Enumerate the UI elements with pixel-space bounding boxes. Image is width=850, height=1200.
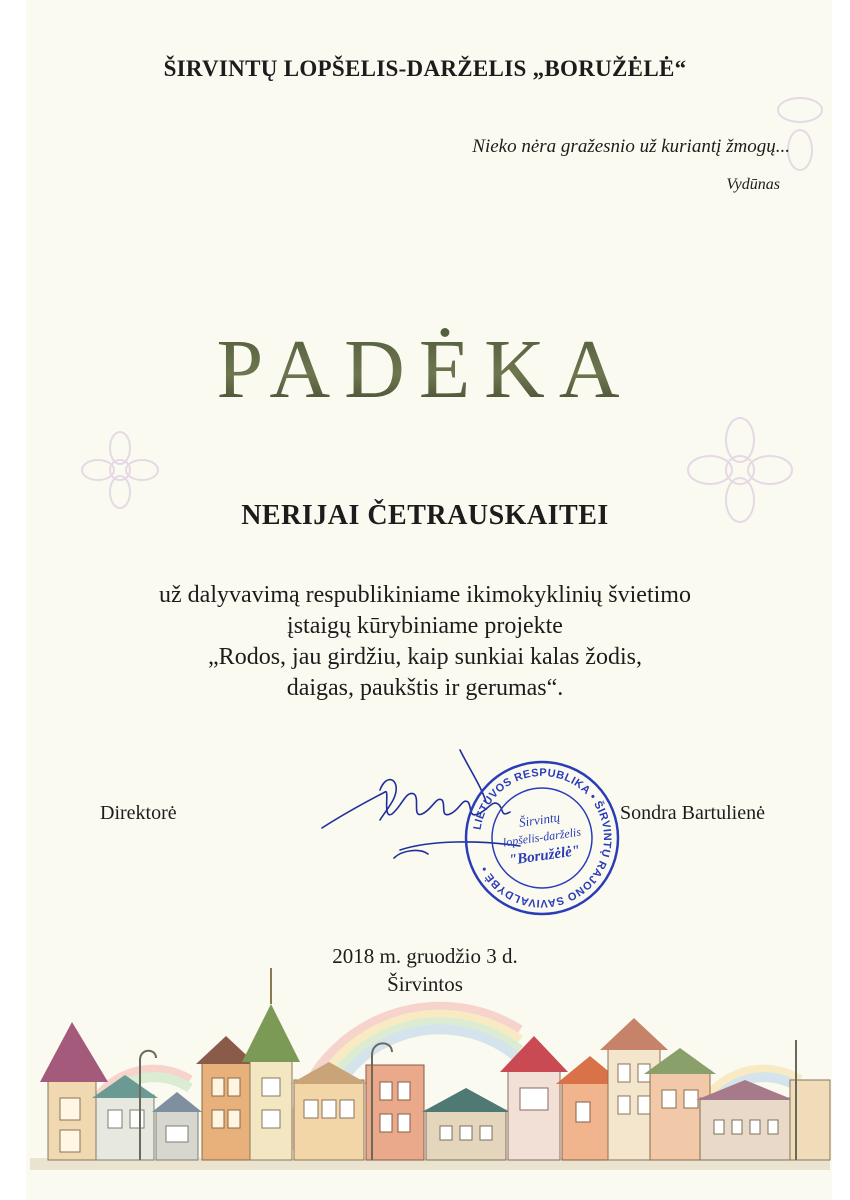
stamp-inner-line: Širvintų <box>517 809 561 830</box>
signer-role: Direktorė <box>100 802 177 824</box>
body-line: už dalyvavimą respublikiniame ikimokyklinių švietimo <box>159 582 691 608</box>
recipient-name: NERIJAI ČETRAUSKAITEI <box>241 500 609 531</box>
institution-name: ŠIRVINTŲ LOPŠELIS-DARŽELIS „BORUŽĖLĖ“ <box>163 56 687 81</box>
town-illustration <box>0 960 850 1200</box>
signer-name: Sondra Bartulienė <box>620 802 765 824</box>
epigraph-author: Vydūnas <box>726 176 780 193</box>
certificate-title <box>0 300 850 420</box>
certificate-title-text: PADĖKA <box>216 323 634 416</box>
stamp-inner-line: "Boružėlė" <box>507 842 582 869</box>
epigraph-quote: Nieko nėra gražesnio už kuriantį žmogų... <box>472 136 790 157</box>
body-line: įstaigų kūrybiniame projekte <box>287 613 563 639</box>
issue-place: Širvintos <box>387 972 463 996</box>
issue-date: 2018 m. gruodžio 3 d. <box>332 944 518 968</box>
body-line: „Rodos, jau girdžiu, kaip sunkiai kalas žodis, <box>208 644 642 670</box>
official-stamp <box>462 758 622 918</box>
stamp-inner-line: lopšelis-darželis <box>501 824 582 850</box>
certificate-body <box>0 580 850 704</box>
stamp-outer-text: LIETUVOS RESPUBLIKA • ŠIRVINTŲ RAJONO SAVIVALDYBĖ • <box>471 766 614 910</box>
body-line: daigas, paukštis ir gerumas“. <box>286 675 564 701</box>
